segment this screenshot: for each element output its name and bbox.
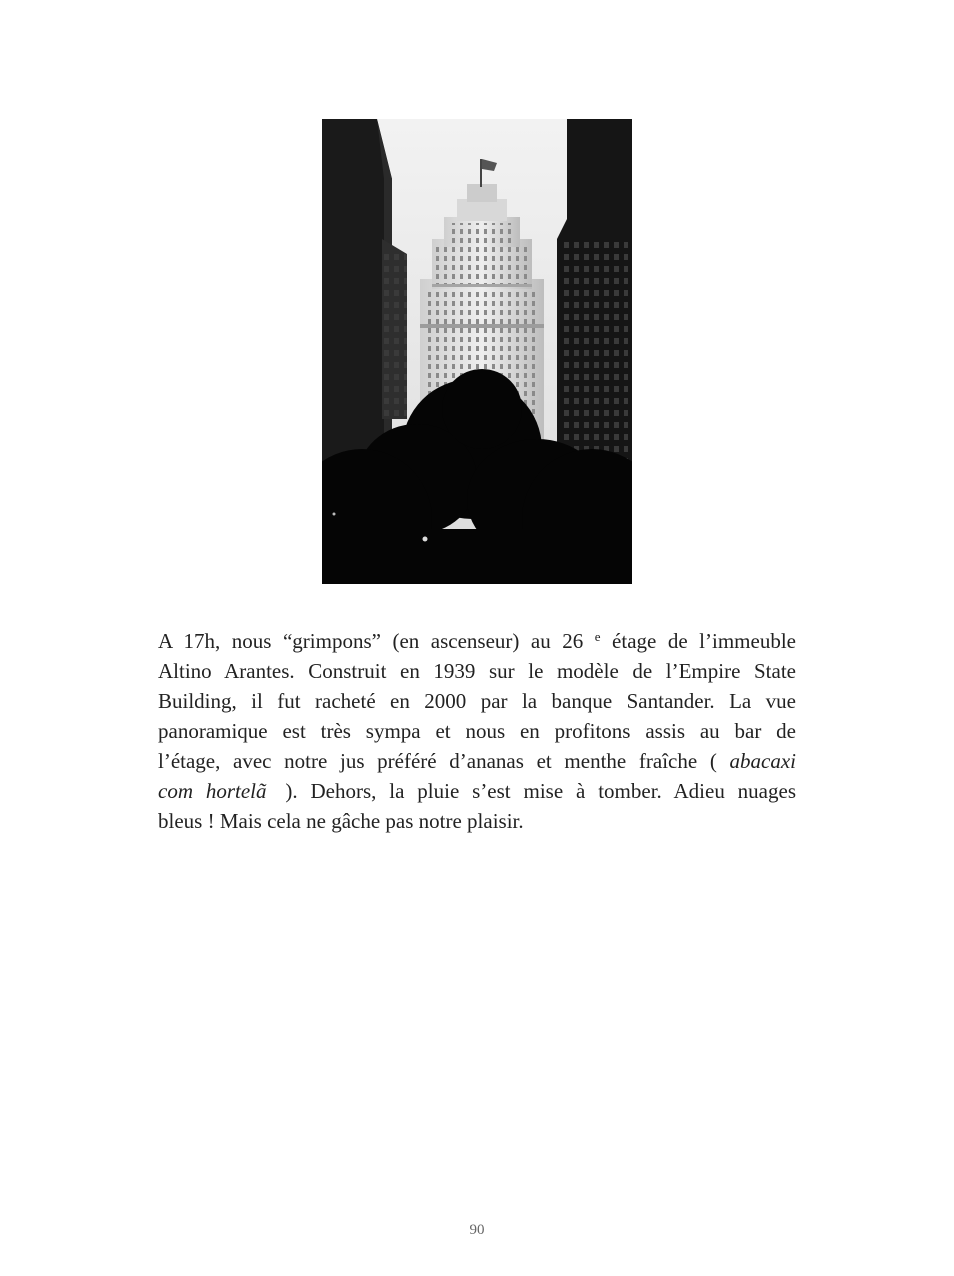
paragraph-line-2: Altino Arantes. Construit en 1939 sur le modèle de l’Empire State <box>158 659 796 683</box>
building-illustration <box>322 119 632 584</box>
paragraph-line-3: Building, il fut racheté en 2000 par la banque Santander. La vue <box>158 689 796 713</box>
building-photo <box>322 119 632 584</box>
line-6-text: ). Dehors, la pluie s’est mise à tomber. Adieu nuages <box>285 779 796 803</box>
italic-com-hortela: com hortelã <box>158 779 267 803</box>
line-5-text: l’étage, avec notre jus préféré d’ananas et menthe fraîche ( <box>158 749 717 773</box>
line-1-text-end: étage de l’immeuble <box>612 629 796 653</box>
paragraph-line-4: panoramique est très sympa et nous en profitons assis au bar de <box>158 719 796 743</box>
page-number: 90 <box>469 1222 485 1238</box>
paragraph-line-5 <box>158 746 796 776</box>
paragraph-line-6 <box>158 776 796 806</box>
paragraph-line-1 <box>158 626 796 656</box>
italic-abacaxi: abacaxi <box>729 749 796 773</box>
line-1-text: A 17h, nous “grimpons” (en ascenseur) au 26 <box>158 629 584 653</box>
body-paragraph <box>158 626 796 836</box>
paragraph-line-7: bleus ! Mais cela ne gâche pas notre plaisir. <box>158 809 524 833</box>
superscript-e: e <box>594 629 601 644</box>
